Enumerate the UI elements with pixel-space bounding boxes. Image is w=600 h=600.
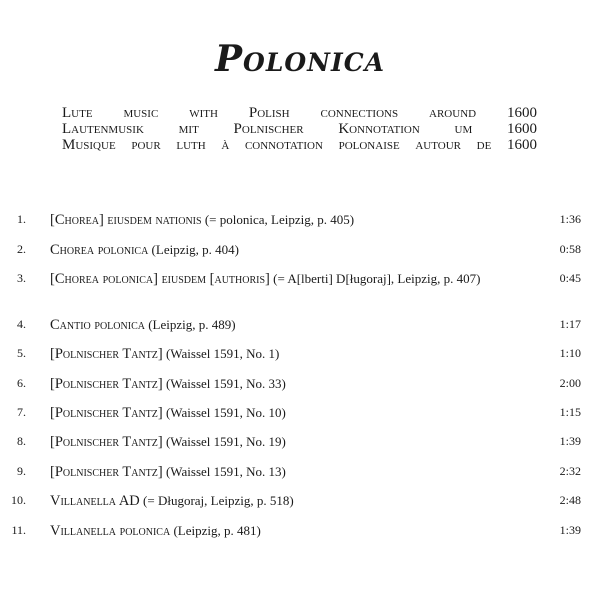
track-title: Chorea polonica (50, 242, 149, 258)
track-number: 6. (17, 376, 26, 390)
track-duration: 2:32 (559, 464, 581, 478)
track-duration: 0:45 (559, 271, 581, 285)
track-source: (Waissel 1591, No. 1) (165, 346, 280, 361)
track-number: 9. (17, 464, 26, 478)
track-title: [Polnischer Tantz] (50, 376, 163, 392)
track-duration: 1:36 (559, 212, 581, 226)
track-number: 4. (17, 317, 26, 331)
track-title: [Chorea] eiusdem nationis (50, 212, 202, 228)
track-source: (= Długoraj, Leipzig, p. 518) (143, 493, 294, 508)
track-source: (Waissel 1591, No. 19) (165, 434, 286, 449)
track-source: (Waissel 1591, No. 10) (165, 405, 286, 420)
track-source: (Leipzig, p. 489) (148, 317, 236, 332)
track-number: 2. (17, 242, 26, 256)
track-title: [Polnischer Tantz] (50, 434, 163, 450)
track-duration: 1:39 (559, 434, 581, 448)
track-number: 5. (17, 346, 26, 360)
track-duration: 2:00 (559, 376, 581, 390)
track-source: (= A[lberti] D[ługoraj], Leipzig, p. 407) (273, 271, 481, 286)
track-number: 3. (17, 271, 26, 285)
track-number: 7. (17, 405, 26, 419)
track-title: [Polnischer Tantz] (50, 464, 163, 480)
track-duration: 1:39 (559, 523, 581, 537)
track-title: [Chorea polonica] eiusdem [authoris] (50, 271, 270, 287)
track-title: [Polnischer Tantz] (50, 346, 163, 362)
track-duration: 1:15 (559, 405, 581, 419)
subtitle-german: Lautenmusik mit Polnischer Konnotation um 1600 (62, 121, 537, 137)
track-source: (Leipzig, p. 481) (173, 523, 261, 538)
track-duration: 2:48 (559, 493, 581, 507)
page-title: Polonica (214, 38, 386, 80)
track-duration: 0:58 (559, 242, 581, 256)
track-number: 1. (17, 212, 26, 226)
track-source: (Leipzig, p. 404) (151, 242, 239, 257)
track-source: (Waissel 1591, No. 13) (165, 464, 286, 479)
track-source: (Waissel 1591, No. 33) (165, 376, 286, 391)
track-number: 10. (11, 493, 26, 507)
track-title: Villanella polonica (50, 523, 171, 539)
track-duration: 1:10 (559, 346, 581, 360)
subtitle-block (62, 105, 537, 153)
subtitle-english: Lute music with Polish connections around 1600 (62, 105, 537, 121)
track-title: Cantio polonica (50, 317, 145, 333)
subtitle-french: Musique pour luth à connotation polonaise autour de 1600 (62, 137, 537, 153)
track-number: 8. (17, 434, 26, 448)
track-duration: 1:17 (559, 317, 581, 331)
track-source: (= polonica, Leipzig, p. 405) (204, 212, 355, 227)
track-number: 11. (11, 523, 26, 537)
track-title: Villanella AD (50, 493, 140, 509)
track-title: [Polnischer Tantz] (50, 405, 163, 421)
